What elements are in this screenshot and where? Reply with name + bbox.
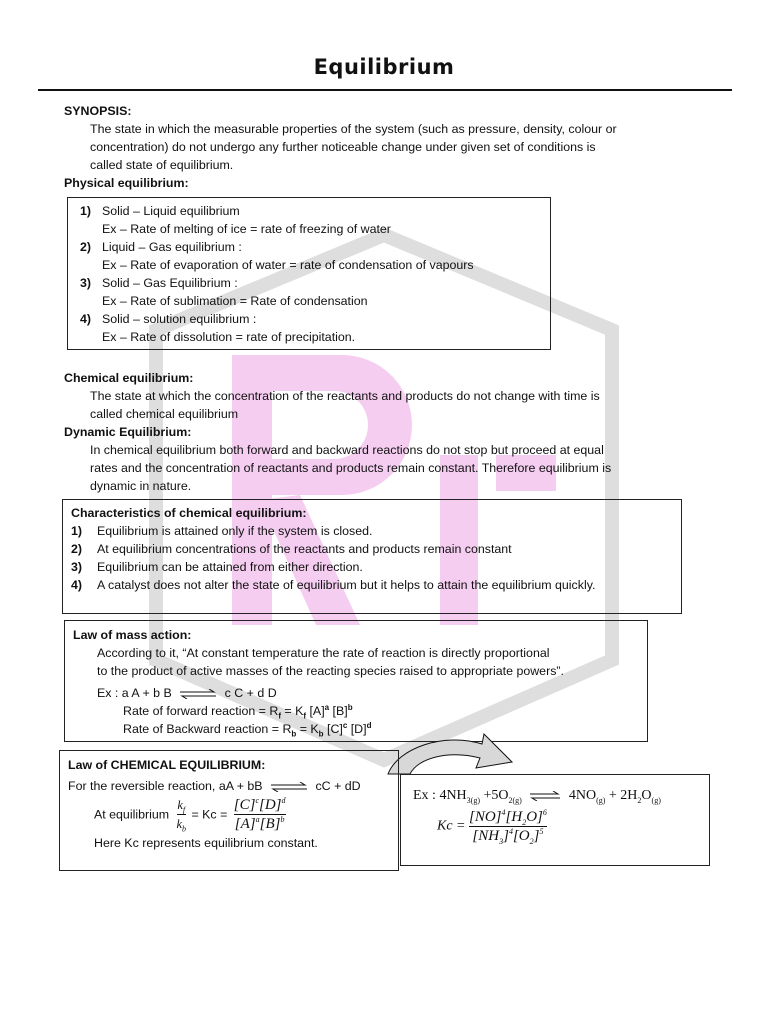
list-item: 1) Equilibrium is attained only if the system is closed. [71,524,373,538]
mass-action-box [64,620,648,742]
synopsis-line: The state in which the measurable properties of the system (such as pressure, density, colour or [90,122,617,136]
title-divider [38,89,732,91]
example-reaction: Ex : $4NH_{3(g)} +5O_{2(g)}$ $4NO_{(g)} + 2H_2O_{(g)}$ [413,788,661,805]
characteristics-heading: Characteristics of chemical equilibrium: [71,506,307,520]
synopsis-section [64,102,744,192]
physical-heading: Physical equilibrium: [64,176,189,190]
dynamic-heading: Dynamic Equilibrium: [64,425,192,439]
equilibrium-arrow-icon [269,782,309,792]
chemical-section [64,369,744,495]
mass-action-heading: Law of mass action: [73,628,192,642]
physical-equilibrium-box [67,197,551,350]
forward-rate: Rate of forward reaction = $R_f = K_f$ $[A]^a$ $[B]^b$ [123,702,353,721]
chemical-heading: Chemical equilibrium: [64,371,194,385]
kc-expression: At equilibrium $\frac{k_f}{k_b}$ = Kc = $\frac{[C]^c[D]^d}{[A]^a[B]^b}$ [94,796,286,834]
list-item: 3) Equilibrium can be attained from either direction. [71,560,363,574]
synopsis-line: called state of equilibrium. [90,158,234,172]
list-item: 4) Solid – solution equilibrium : Ex – Rate of dissolution = rate of precipitation. [80,312,356,344]
mass-action-line: to the product of active masses of the reacting species raised to appropriate powers”. [97,664,564,678]
characteristics-box [62,499,682,614]
list-item: 2) At equilibrium concentrations of the reactants and products remain constant [71,542,512,556]
backward-rate: Rate of Backward reaction = $R_b = K_b$ $[C]^c$ $[D]^d$ [123,720,372,739]
kc-fraction: $\frac{[C]^c[D]^d}{[A]^a[B]^b}$ [233,796,286,832]
page-title: Equilibrium [313,55,455,79]
kc-note: Here Kc represents equilibrium constant. [94,836,318,850]
synopsis-line: concentration) do not undergo any further noticeable change under given set of conditions is [90,140,596,154]
list-item: 4) A catalyst does not alter the state of equilibrium but it helps to attain the equilibrium quickly. [71,578,596,592]
dynamic-line: dynamic in nature. [90,479,192,493]
list-item: 2) Liquid – Gas equilibrium : Ex – Rate of evaporation of water = rate of condensation of vapours [80,240,474,272]
law-chemical-heading: Law of CHEMICAL EQUILIBRIUM: [68,758,266,772]
dynamic-line: In chemical equilibrium both forward and backward reactions do not stop but proceed at equal [90,443,604,457]
example-box [400,774,710,866]
synopsis-heading: SYNOPSIS: [64,104,132,118]
example-kc-fraction: $\frac{[NO]^4[H_2O]^6}{[NH_3]^4[O_2]^5}$ [469,808,547,846]
example-kc: Kc = $\frac{[NO]^4[H_2O]^6}{[NH_3]^4[O_2]^5}$ [437,808,547,846]
equilibrium-arrow-icon [178,689,218,699]
mass-action-line: According to it, “At constant temperature the rate of reaction is directly proportional [97,646,550,660]
dynamic-line: rates and the concentration of reactants and products remain constant. Therefore equilibrium is [90,461,612,475]
reversible-reaction: For the reversible reaction, aA + bB cC + dD [68,779,361,793]
curved-arrow-icon [384,728,524,778]
equilibrium-arrow-icon [528,791,562,801]
kf-kb-fraction: $\frac{k_f}{k_b}$ [176,798,187,834]
chemical-line: called chemical equilibrium [90,407,239,421]
law-chemical-box [59,750,399,871]
list-item: 1) Solid – Liquid equilibrium Ex – Rate of melting of ice = rate of freezing of water [80,204,391,236]
list-item: 3) Solid – Gas Equilibrium : Ex – Rate of sublimation = Rate of condensation [80,276,368,308]
mass-action-example: Ex : a A + b B c C + d D [97,686,277,700]
chemical-line: The state at which the concentration of the reactants and products do not change with time is [90,389,600,403]
